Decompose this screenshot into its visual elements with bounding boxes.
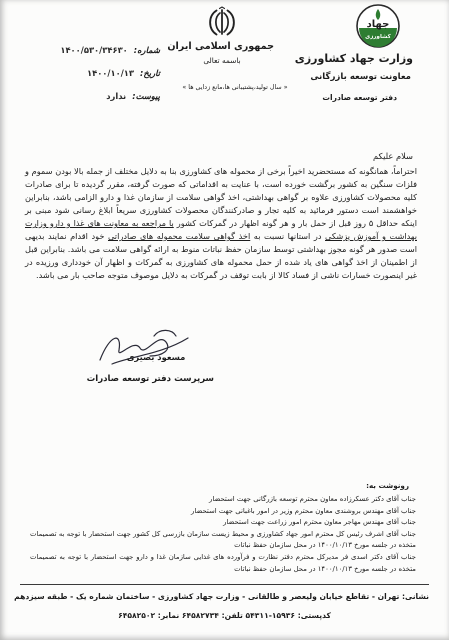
cc-item: جناب آقای مهندس مهاجر معاون محترم امور زراعت جهت استحضار (223, 518, 416, 527)
logo-lettering: جهاد (366, 19, 390, 30)
greeting: سلام علیکم (373, 151, 413, 161)
body-segment: در استانها نسبت به (250, 231, 326, 241)
cc-item: جناب آقای مهندس بروشندی معاون محترم وزیر در امور باغبانی جهت استحضار (191, 506, 416, 515)
signatory-title: سرپرست دفتر توسعه صادرات (86, 374, 214, 384)
cc-item: جناب آقای اشرف رئیس کل محترم امور جهاد کشاورزی و محیط زیست سازمان بازرسی کل کشور جهت استحضار با توجه به تصمیمات متخذه در جلسه مورخ ۱۴۰۰/۱۰/۱۳ در محل سازمان حفظ نباتات (30, 529, 416, 550)
cc-item: جناب آقای دکتر اسدی فر مدیرکل محترم دفتر نظارت و فرآورده های غذایی سازمان غذا و دارو جهت استحضار با توجه به تصمیمات متخذه در جلسه مورخ ۱۴۰۰/۱۰/۱۳ در محل سازمان حفظ نباتات (30, 552, 416, 573)
letter-date-row (36, 61, 160, 84)
letter-attachment-label: پیوست: (132, 90, 160, 101)
year-slogan: « سال تولید،پشتیبانی ها،مانع زدایی ها » (182, 84, 288, 91)
footer-address: نشانی: تهران - تقاطع خیابان ولیعصر و طالقانی - وزارت جهاد کشاورزی - ساختمان شماره یک - طبقه سیزدهم (14, 592, 429, 601)
cc-item: جناب آقای دکتر عسکرزاده معاون محترم توسعه بازرگانی جهت استحضار (209, 495, 416, 503)
bismillah-text: باسمه تعالی (203, 56, 241, 65)
cc-heading: رونوشت به: (366, 481, 409, 490)
ministry-logo-icon (355, 3, 401, 49)
letter-body (25, 165, 417, 282)
signature-icon (92, 326, 192, 374)
footer-contact: کدپستی: ۱۵۹۳۶-۵۴۳۱۱ تلفن: ۶۴۵۸۲۷۳۴ نمابر: ۶۴۵۸۲۵۰۲ (118, 611, 331, 620)
office-name: دفتر توسعه صادرات (322, 93, 397, 102)
country-name: جمهوری اسلامی ایران (167, 41, 274, 52)
logo-sublettering: کشاورزی (365, 34, 391, 40)
iran-emblem-icon (206, 6, 238, 38)
body-segment: خود اقدام نمایند بدیهی است صدور هر گونه مجوز بهداشتی توسط سازمان حفظ نباتات منوط به ارائه گواهی سلامت می باشد. بنابراین قبل از اطمینان از اخذ گواهی های یاد شده از حمل محموله های کشاورزی به گمرکات و اظهار آن خودداری ورزیده در غیر اینصورت خسارات ناشی از فساد کالا از بابت توقف در گمرکات به دلایل موصوف متوجه صاحب بار می باشد. (25, 231, 417, 280)
body-segment: احتراماً، همانگونه که مستحضرید اخیراً برخی از محموله های کشاورزی بنا به دلایل مختلف از جمله بالا بودن سموم و فلزات سنگین به کشور برگشت خورده است، با عنایت به اقداماتی که صورت گرفته، مقرر گردیده تا برای صادرات کلیه محصولات کشاورزی علاوه بر گواهی بهداشتی، اخذ گواهی سلامت از سازمان غذا و دارو الزامی باشد، بنابراین خواهشمند است دستور فرمائید به کلیه تجار و صادرکنندگان محصولات کشاورزی سریعاً ابلاغ رسانی شود مبنی بر اینکه حداقل ۵ روز قبل از حمل بار و هر گونه اظهار در گمرکات کشور (25, 166, 417, 228)
letter-number-value: ۱۴۰۰/۵۳۰/۳۴۶۳۰ (60, 44, 128, 55)
body-segment-underlined: با مراجعه به معاونت های غذا و دارو وزارت بهداشت و آموزش پزشکی (25, 218, 417, 241)
letter-attachment-value: ندارد (106, 90, 127, 101)
body-segment-underlined: اخذ گواهی سلامت محموله های صادراتی (107, 231, 251, 241)
footer-divider (20, 584, 429, 585)
cc-list (30, 494, 416, 575)
deputy-name: معاونت توسعه بازرگانی (310, 72, 411, 82)
letter-number-label: شماره: (133, 44, 160, 55)
letter-date-value: ۱۴۰۰/۱۰/۱۳ (86, 67, 134, 78)
letter-date-label: تاریخ: (139, 67, 160, 78)
letter-attachment-row (36, 84, 160, 107)
ministry-name: وزارت جهاد کشاورزی (294, 52, 413, 65)
letter-metadata (36, 38, 160, 107)
signatory-name: مسعود بصیری (126, 352, 186, 362)
letter-number-row (36, 38, 160, 61)
